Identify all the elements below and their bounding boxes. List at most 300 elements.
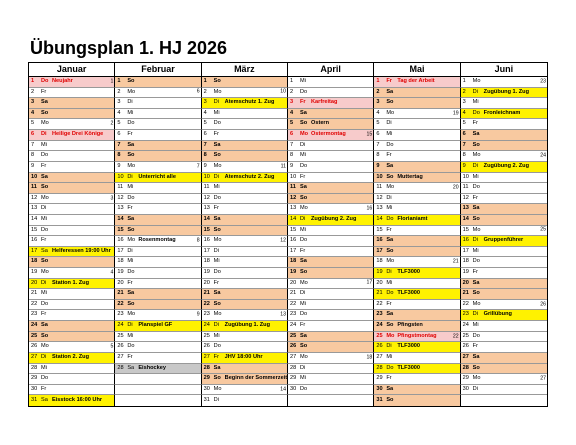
day-cell bbox=[461, 364, 547, 375]
day-cell bbox=[202, 226, 288, 237]
day-cell bbox=[461, 257, 547, 268]
day-cell bbox=[29, 119, 115, 130]
day-number: 26 bbox=[462, 343, 469, 350]
day-cell bbox=[202, 130, 288, 141]
day-cell bbox=[288, 77, 374, 88]
weekday: Mi bbox=[300, 300, 306, 307]
weekday: Mi bbox=[300, 375, 306, 382]
day-number: 29 bbox=[462, 375, 469, 382]
day-number: 23 bbox=[31, 311, 38, 318]
day-cell bbox=[202, 109, 288, 120]
day-cell bbox=[288, 395, 374, 406]
day-cell bbox=[29, 215, 115, 226]
event-label: Rosenmontag bbox=[138, 237, 176, 244]
weekday: Fr bbox=[213, 205, 219, 212]
day-number: 21 bbox=[31, 290, 38, 297]
weekday: Mo bbox=[127, 162, 136, 169]
day-number: 2 bbox=[31, 88, 35, 95]
day-cell bbox=[29, 268, 115, 279]
weekday: Mi bbox=[300, 152, 306, 159]
day-cell bbox=[461, 119, 547, 130]
event-label: Zugübung 1. Zug bbox=[483, 88, 530, 95]
week-number: 9 bbox=[196, 311, 200, 318]
weekday: Di bbox=[472, 88, 478, 95]
day-number: 22 bbox=[203, 300, 210, 307]
day-cell bbox=[374, 173, 460, 184]
day-number: 6 bbox=[290, 131, 294, 138]
day-number: 18 bbox=[462, 258, 469, 265]
week-number: 2 bbox=[110, 120, 114, 127]
day-number: 22 bbox=[376, 300, 383, 307]
day-cell bbox=[115, 151, 201, 162]
day-number: 17 bbox=[376, 247, 383, 254]
day-number: 11 bbox=[31, 184, 37, 191]
day-number: 16 bbox=[462, 237, 469, 244]
day-number: 19 bbox=[203, 269, 210, 276]
weekday: Do bbox=[127, 120, 135, 127]
day-number: 11 bbox=[290, 184, 296, 191]
day-cell bbox=[374, 374, 460, 385]
day-number: 27 bbox=[290, 353, 297, 360]
day-number: 23 bbox=[203, 311, 210, 318]
day-cell bbox=[288, 194, 374, 205]
day-cell bbox=[374, 321, 460, 332]
day-number: 5 bbox=[290, 120, 294, 127]
weekday: Mo bbox=[127, 311, 136, 318]
week-number: 20 bbox=[452, 184, 459, 191]
day-cell bbox=[202, 204, 288, 215]
day-number: 31 bbox=[31, 396, 38, 403]
event-label: Neujahr bbox=[52, 78, 73, 84]
event-label: Karfreitag bbox=[311, 99, 338, 106]
weekday: Do bbox=[386, 290, 394, 297]
day-number: 10 bbox=[462, 173, 469, 180]
week-number: 26 bbox=[540, 301, 546, 308]
weekday: Di bbox=[213, 173, 219, 180]
weekday: Fr bbox=[386, 226, 392, 233]
day-cell bbox=[29, 321, 115, 332]
weekday: Fr bbox=[300, 247, 306, 254]
day-cell bbox=[202, 321, 288, 332]
day-cell bbox=[374, 300, 460, 311]
day-cell bbox=[115, 374, 201, 385]
weekday: Mo bbox=[213, 237, 222, 244]
day-number: 15 bbox=[290, 226, 297, 233]
day-number: 11 bbox=[117, 184, 124, 191]
day-number: 24 bbox=[203, 322, 210, 329]
day-cell bbox=[29, 300, 115, 311]
week-number: 3 bbox=[110, 194, 114, 201]
day-number: 25 bbox=[203, 332, 210, 339]
week-number: 18 bbox=[366, 354, 373, 361]
weekday: So bbox=[41, 332, 49, 339]
weekday: Do bbox=[213, 120, 221, 127]
weekday: Di bbox=[127, 247, 133, 254]
day-number: 13 bbox=[290, 205, 297, 212]
day-cell bbox=[29, 183, 115, 194]
day-cell bbox=[202, 342, 288, 353]
event-label: Tag der Arbeit bbox=[397, 78, 435, 84]
month-header: Januar bbox=[29, 63, 115, 77]
day-cell bbox=[288, 374, 374, 385]
week-number: 8 bbox=[196, 237, 200, 244]
day-cell bbox=[202, 257, 288, 268]
day-number: 13 bbox=[31, 205, 38, 212]
weekday: Mi bbox=[472, 322, 479, 329]
day-cell bbox=[374, 162, 460, 173]
day-number: 13 bbox=[376, 205, 383, 212]
day-cell bbox=[374, 183, 460, 194]
weekday: So bbox=[300, 194, 308, 201]
day-cell bbox=[115, 109, 201, 120]
event-label: Unterricht alle bbox=[138, 173, 176, 180]
weekday: Fr bbox=[127, 353, 133, 360]
weekday: Do bbox=[127, 269, 135, 276]
day-cell bbox=[374, 268, 460, 279]
day-cell bbox=[29, 109, 115, 120]
day-cell bbox=[115, 162, 201, 173]
event-label: Fronleichnam bbox=[483, 109, 521, 116]
day-cell bbox=[288, 226, 374, 237]
day-cell bbox=[202, 247, 288, 258]
day-number: 24 bbox=[31, 322, 38, 329]
weekday: Fr bbox=[472, 194, 478, 201]
day-cell bbox=[461, 162, 547, 173]
week-number: 5 bbox=[110, 343, 114, 350]
day-number: 20 bbox=[376, 279, 383, 286]
day-cell bbox=[115, 332, 201, 343]
day-cell bbox=[288, 342, 374, 353]
day-cell bbox=[202, 119, 288, 130]
day-cell bbox=[288, 98, 374, 109]
weekday: So bbox=[213, 152, 221, 159]
day-number: 12 bbox=[290, 194, 297, 201]
weekday: Mi bbox=[127, 184, 134, 191]
weekday: Fr bbox=[41, 162, 47, 169]
day-cell bbox=[461, 310, 547, 321]
day-number: 15 bbox=[31, 226, 38, 233]
week-number: 22 bbox=[452, 332, 459, 339]
day-cell bbox=[374, 385, 460, 396]
day-cell bbox=[288, 268, 374, 279]
day-cell bbox=[461, 215, 547, 226]
day-cell bbox=[461, 204, 547, 215]
day-number: 4 bbox=[117, 109, 121, 116]
weekday: Sa bbox=[386, 162, 394, 169]
weekday: Mo bbox=[41, 120, 49, 127]
day-number: 27 bbox=[376, 353, 383, 360]
day-cell bbox=[115, 300, 201, 311]
day-number: 8 bbox=[117, 152, 121, 159]
day-number: 14 bbox=[462, 215, 469, 222]
weekday: Sa bbox=[213, 215, 221, 222]
day-number: 23 bbox=[462, 311, 469, 318]
day-cell bbox=[374, 141, 460, 152]
day-number: 21 bbox=[203, 290, 210, 297]
weekday: Sa bbox=[386, 237, 394, 244]
weekday: So bbox=[127, 78, 135, 84]
day-cell bbox=[115, 310, 201, 321]
day-cell bbox=[374, 342, 460, 353]
day-number: 4 bbox=[290, 109, 294, 116]
weekday: Di bbox=[127, 173, 133, 180]
day-cell bbox=[288, 173, 374, 184]
day-number: 20 bbox=[203, 279, 210, 286]
week-number: 15 bbox=[366, 131, 373, 138]
day-cell bbox=[288, 300, 374, 311]
weekday: So bbox=[386, 99, 394, 106]
day-cell bbox=[461, 151, 547, 162]
day-number: 27 bbox=[31, 353, 38, 360]
weekday: Do bbox=[213, 269, 221, 276]
day-cell bbox=[202, 310, 288, 321]
day-cell bbox=[374, 98, 460, 109]
event-label: Ostern bbox=[311, 120, 330, 127]
weekday: Do bbox=[300, 385, 308, 392]
weekday: Do bbox=[41, 375, 49, 382]
weekday: Do bbox=[386, 215, 394, 222]
event-label: Zugübung 1. Zug bbox=[224, 322, 271, 329]
day-cell bbox=[29, 98, 115, 109]
day-cell bbox=[29, 77, 115, 88]
day-cell bbox=[29, 289, 115, 300]
day-cell bbox=[29, 204, 115, 215]
day-number: 18 bbox=[290, 258, 297, 265]
weekday: Sa bbox=[300, 184, 307, 191]
day-cell bbox=[461, 395, 547, 406]
day-cell bbox=[288, 385, 374, 396]
day-cell bbox=[288, 321, 374, 332]
day-number: 19 bbox=[462, 269, 469, 276]
event-label: Florianiamt bbox=[397, 215, 428, 222]
weekday: Sa bbox=[472, 279, 480, 286]
weekday: Do bbox=[300, 88, 308, 95]
day-cell bbox=[29, 395, 115, 406]
day-number: 5 bbox=[203, 120, 207, 127]
weekday: So bbox=[213, 78, 221, 84]
weekday: So bbox=[300, 343, 308, 350]
day-number: 9 bbox=[117, 162, 121, 169]
day-cell bbox=[202, 162, 288, 173]
weekday: Mi bbox=[213, 332, 220, 339]
weekday: Mi bbox=[41, 215, 47, 222]
weekday: Mo bbox=[300, 279, 308, 286]
day-number: 7 bbox=[376, 141, 380, 148]
day-cell bbox=[288, 247, 374, 258]
weekday: Mo bbox=[127, 237, 136, 244]
day-number: 6 bbox=[203, 131, 207, 138]
day-cell bbox=[202, 173, 288, 184]
week-number: 6 bbox=[196, 88, 200, 95]
day-cell bbox=[115, 119, 201, 130]
day-number: 28 bbox=[203, 364, 210, 371]
day-number: 4 bbox=[203, 109, 207, 116]
day-cell bbox=[115, 395, 201, 406]
event-label: Gruppenführer bbox=[483, 237, 524, 244]
day-cell bbox=[115, 226, 201, 237]
day-number: 28 bbox=[290, 364, 297, 371]
day-cell bbox=[29, 162, 115, 173]
weekday: Mo bbox=[386, 332, 395, 339]
weekday: Mo bbox=[472, 152, 481, 159]
weekday: Fr bbox=[386, 300, 392, 307]
event-label: TLF3000 bbox=[397, 290, 421, 297]
weekday: Di bbox=[472, 162, 478, 169]
weekday: Sa bbox=[386, 311, 394, 318]
day-number: 23 bbox=[290, 311, 297, 318]
weekday: So bbox=[213, 226, 221, 233]
day-cell bbox=[202, 385, 288, 396]
day-number: 24 bbox=[117, 322, 124, 329]
day-cell bbox=[374, 289, 460, 300]
day-cell bbox=[374, 119, 460, 130]
weekday: Di bbox=[300, 141, 306, 148]
day-cell bbox=[374, 215, 460, 226]
weekday: Do bbox=[41, 78, 49, 84]
day-cell bbox=[288, 279, 374, 290]
day-cell bbox=[461, 109, 547, 120]
day-cell bbox=[461, 353, 547, 364]
weekday: Di bbox=[41, 205, 47, 212]
day-number: 25 bbox=[117, 332, 124, 339]
weekday: Fr bbox=[127, 205, 133, 212]
day-cell bbox=[115, 385, 201, 396]
day-cell bbox=[461, 279, 547, 290]
day-cell bbox=[461, 321, 547, 332]
event-label: Grillübung bbox=[483, 311, 512, 318]
day-cell bbox=[374, 109, 460, 120]
day-number: 26 bbox=[376, 343, 383, 350]
weekday: Mi bbox=[386, 279, 393, 286]
week-number: 14 bbox=[280, 385, 286, 392]
day-cell bbox=[202, 395, 288, 406]
day-cell bbox=[115, 130, 201, 141]
day-number: 5 bbox=[376, 120, 380, 127]
day-number: 5 bbox=[462, 120, 466, 127]
day-number: 10 bbox=[290, 173, 297, 180]
weekday: Do bbox=[472, 332, 480, 339]
day-number: 16 bbox=[203, 237, 210, 244]
day-cell bbox=[374, 247, 460, 258]
day-number: 21 bbox=[376, 290, 383, 297]
day-cell bbox=[29, 194, 115, 205]
day-cell bbox=[374, 364, 460, 375]
day-number: 25 bbox=[31, 332, 38, 339]
weekday: Sa bbox=[472, 353, 480, 360]
day-number: 7 bbox=[462, 141, 466, 148]
day-number: 28 bbox=[117, 364, 124, 371]
weekday: Sa bbox=[41, 247, 48, 254]
weekday: Mi bbox=[41, 290, 47, 297]
day-number: 8 bbox=[290, 152, 294, 159]
day-number: 20 bbox=[31, 279, 38, 286]
event-label: Pfingsten bbox=[397, 322, 423, 329]
day-number: 17 bbox=[290, 247, 297, 254]
day-cell bbox=[374, 353, 460, 364]
weekday: Mi bbox=[41, 141, 47, 148]
weekday: Sa bbox=[213, 364, 221, 371]
day-number: 15 bbox=[117, 226, 124, 233]
day-number: 10 bbox=[117, 173, 124, 180]
week-number: 12 bbox=[280, 237, 286, 244]
weekday: Di bbox=[472, 237, 478, 244]
day-number: 30 bbox=[31, 385, 38, 392]
day-number: 14 bbox=[203, 215, 210, 222]
day-number: 28 bbox=[462, 364, 469, 371]
day-number: 1 bbox=[203, 78, 207, 84]
day-number: 3 bbox=[462, 99, 466, 106]
weekday: Do bbox=[300, 237, 308, 244]
weekday: Mi bbox=[213, 109, 220, 116]
day-cell bbox=[115, 279, 201, 290]
day-cell bbox=[461, 300, 547, 311]
day-cell bbox=[29, 385, 115, 396]
month-header: Februar bbox=[115, 63, 201, 77]
day-number: 22 bbox=[462, 300, 469, 307]
day-number: 9 bbox=[376, 162, 380, 169]
weekday: Di bbox=[300, 290, 306, 297]
day-number: 21 bbox=[117, 290, 124, 297]
weekday: Mi bbox=[300, 226, 306, 233]
day-number: 13 bbox=[462, 205, 469, 212]
weekday: Mi bbox=[213, 184, 220, 191]
week-number: 7 bbox=[196, 163, 200, 170]
day-number: 17 bbox=[117, 247, 124, 254]
day-cell bbox=[115, 342, 201, 353]
day-number: 15 bbox=[462, 226, 469, 233]
weekday: Di bbox=[472, 385, 478, 392]
day-cell bbox=[115, 183, 201, 194]
weekday: Do bbox=[127, 343, 135, 350]
weekday: So bbox=[300, 120, 308, 127]
day-number: 3 bbox=[376, 99, 380, 106]
day-number: 15 bbox=[203, 226, 210, 233]
day-cell bbox=[374, 236, 460, 247]
day-cell bbox=[374, 88, 460, 99]
weekday: Di bbox=[472, 311, 478, 318]
day-cell bbox=[202, 236, 288, 247]
weekday: Do bbox=[300, 311, 308, 318]
weekday: Di bbox=[213, 322, 219, 329]
weekday: So bbox=[386, 396, 394, 403]
day-cell bbox=[29, 247, 115, 258]
day-number: 17 bbox=[462, 247, 469, 254]
day-number: 8 bbox=[31, 152, 35, 159]
day-cell bbox=[288, 289, 374, 300]
day-number: 19 bbox=[376, 269, 383, 276]
day-cell bbox=[202, 183, 288, 194]
day-cell bbox=[29, 342, 115, 353]
day-cell bbox=[202, 151, 288, 162]
weekday: Mo bbox=[213, 385, 222, 392]
day-cell bbox=[115, 98, 201, 109]
calendar-grid bbox=[28, 62, 548, 407]
event-label: Station 2. Zug bbox=[52, 353, 89, 360]
day-number: 9 bbox=[290, 162, 294, 169]
week-number: 25 bbox=[540, 226, 546, 233]
weekday: So bbox=[41, 109, 49, 116]
day-cell bbox=[374, 204, 460, 215]
weekday: Fr bbox=[386, 78, 392, 84]
weekday: Di bbox=[41, 279, 47, 286]
week-number: 19 bbox=[452, 110, 459, 117]
weekday: Mi bbox=[386, 353, 393, 360]
weekday: Sa bbox=[41, 396, 48, 403]
weekday: Mo bbox=[386, 184, 395, 191]
weekday: Sa bbox=[127, 290, 135, 297]
day-number: 29 bbox=[31, 375, 38, 382]
day-number: 18 bbox=[31, 258, 38, 265]
